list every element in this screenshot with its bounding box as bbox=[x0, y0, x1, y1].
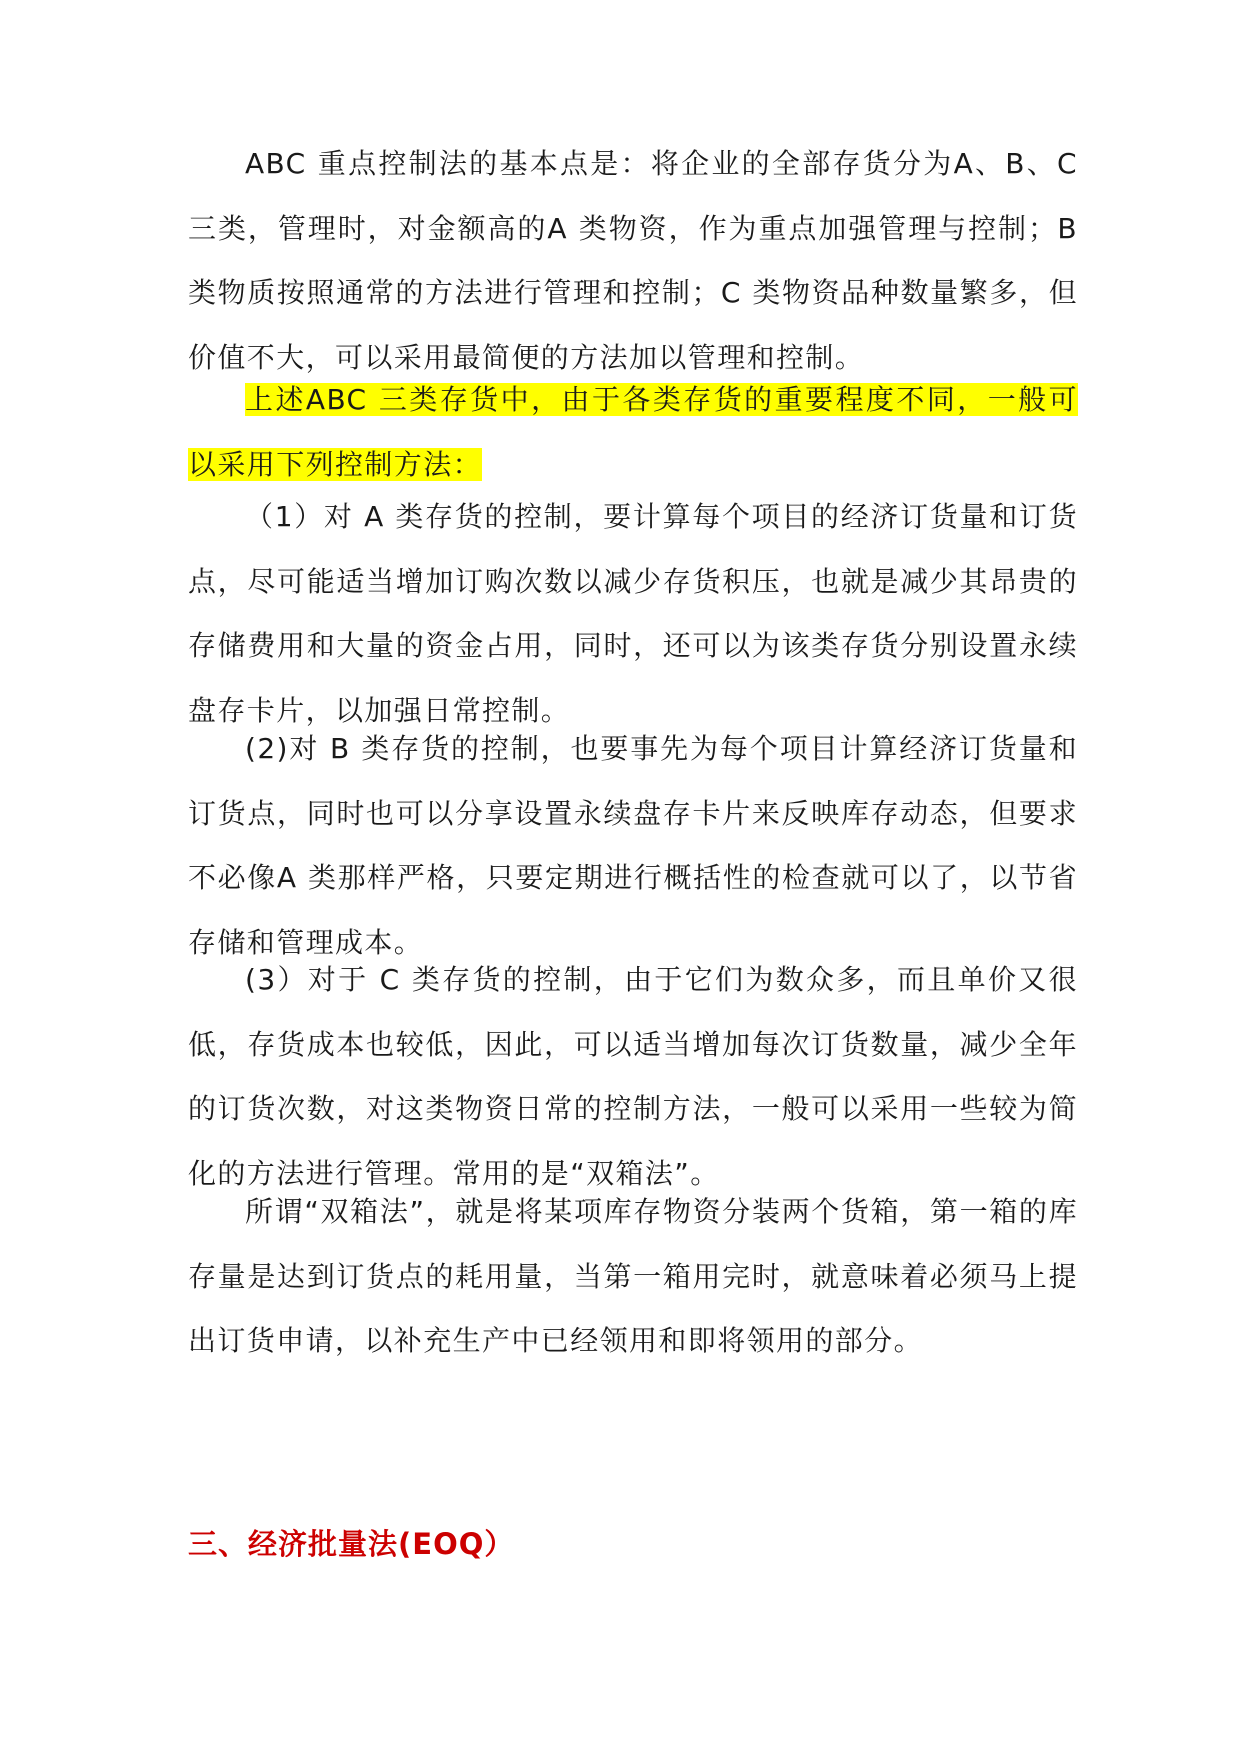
paragraph-control-methods-intro bbox=[188, 368, 1078, 497]
paragraph-class-a-control: （1）对 A 类存货的控制，要计算每个项目的经济订货量和订货点，尽可能适当增加订购次数以减少存货积压，也就是减少其昂贵的存储费用和大量的资金占用，同时，还可以为该类存货分别设置永续盘存卡片，以加强日常控制。 bbox=[188, 500, 1078, 727]
section-heading: 三、经济批量法(EOQ） bbox=[188, 1527, 515, 1561]
highlighted-text: 上述ABC 三类存货中，由于各类存货的重要程度不同，一般可以采用下列控制方法： bbox=[188, 383, 1078, 481]
paragraph-class-c-control: (3）对于 C 类存货的控制，由于它们为数众多，而且单价又很低，存货成本也较低，因此，可以适当增加每次订货数量，减少全年的订货次数，对这类物资日常的控制方法，一般可以采用一些较为简化的方法进行管理。常用的是“双箱法”。 bbox=[188, 963, 1078, 1190]
paragraph-two-bin-method: 所谓“双箱法”，就是将某项库存物资分装两个货箱，第一箱的库存量是达到订货点的耗用量，当第一箱用完时，就意味着必须马上提出订货申请，以补充生产中已经领用和即将领用的部分。 bbox=[188, 1195, 1078, 1357]
paragraph-class-b-control: (2)对 B 类存货的控制，也要事先为每个项目计算经济订货量和订货点，同时也可以分享设置永续盘存卡片来反映库存动态，但要求不必像A 类那样严格，只要定期进行概括性的检查就可以了，以节省存储和管理成本。 bbox=[188, 732, 1078, 959]
paragraph-abc-basics: ABC 重点控制法的基本点是：将企业的全部存货分为A、B、C 三类，管理时，对金额高的A 类物资，作为重点加强管理与控制；B 类物质按照通常的方法进行管理和控制；C 类物资品种数量繁多，但价值不大，可以采用最简便的方法加以管理和控制。 bbox=[188, 147, 1078, 374]
